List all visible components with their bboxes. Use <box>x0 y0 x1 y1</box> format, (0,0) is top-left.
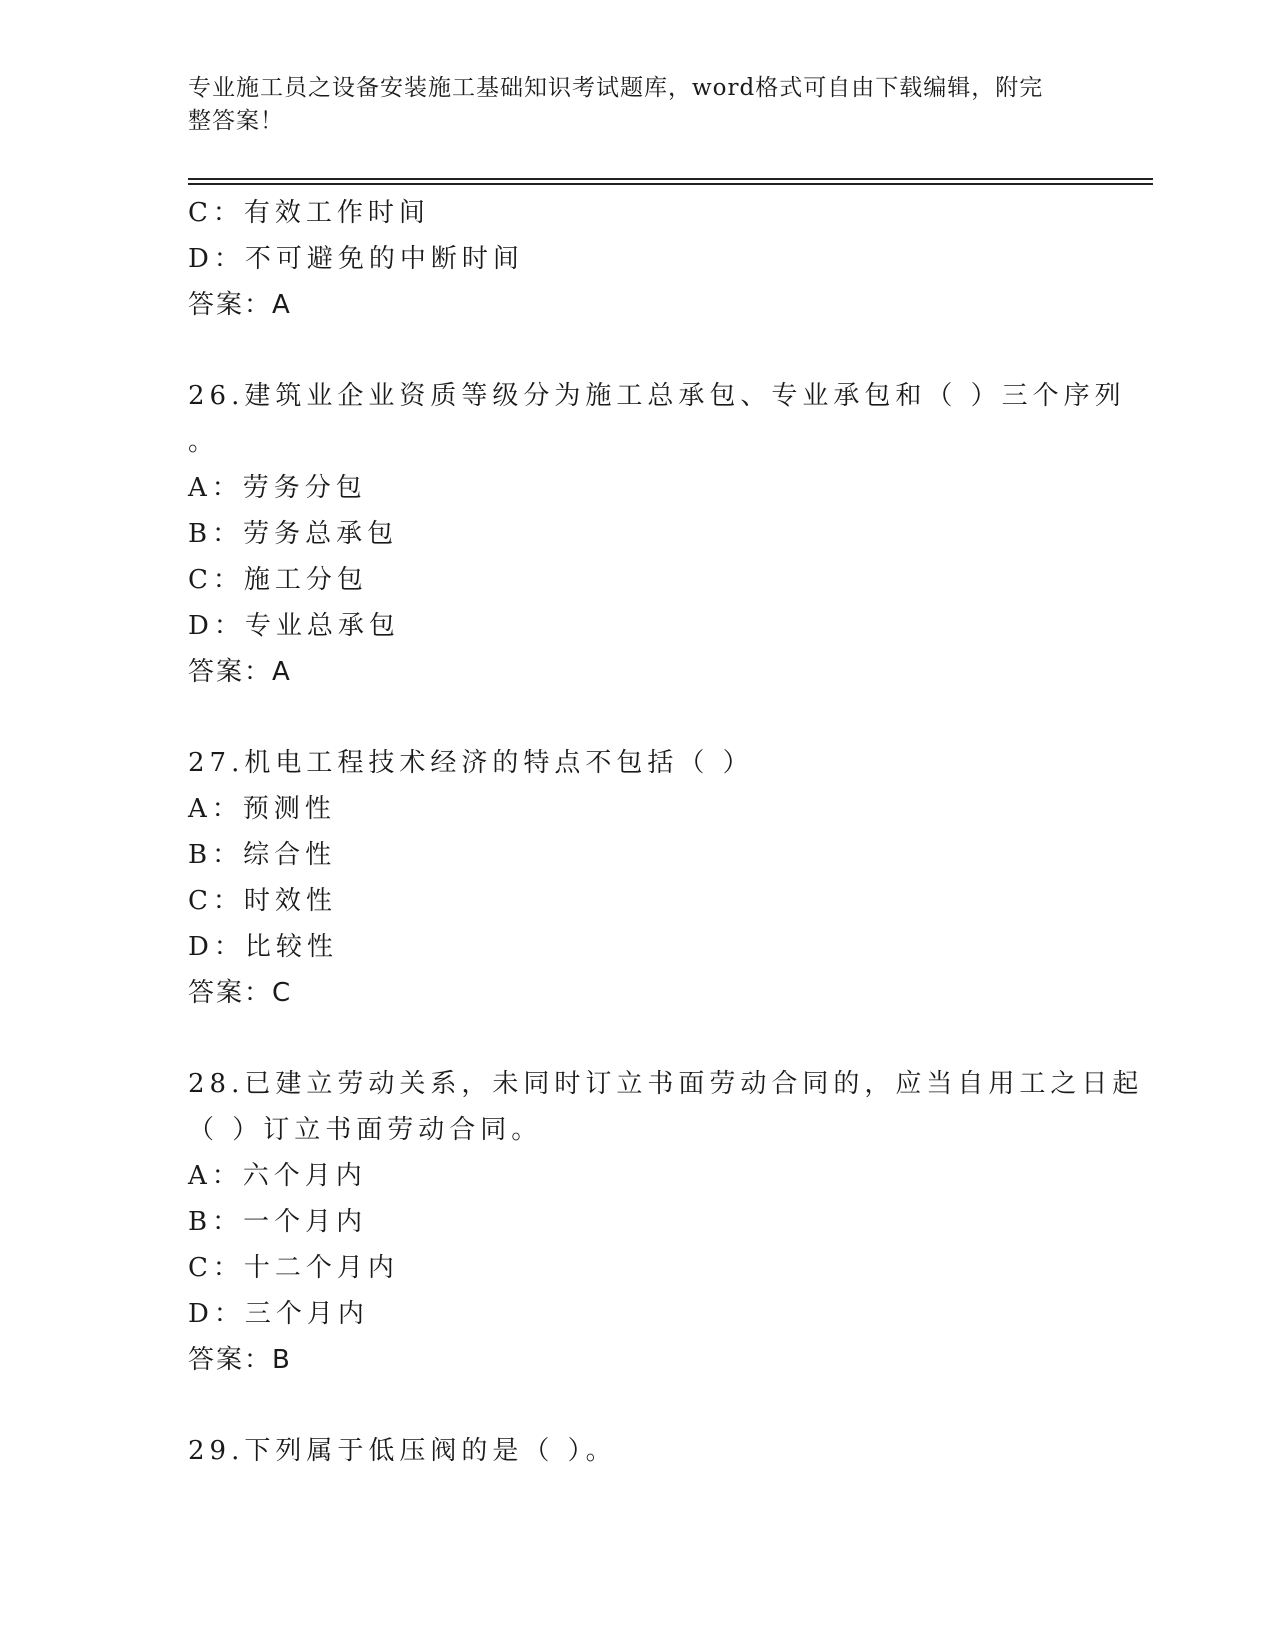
question-stem: 29.下列属于低压阀的是（ ）。 <box>188 1436 617 1466</box>
question-28 <box>188 1061 1144 1383</box>
question-stem: 26.建筑业企业资质等级分为施工总承包、专业承包和（ ）三个序列 <box>188 381 1126 411</box>
question-stem-continued: 。 <box>188 427 220 457</box>
header-divider-top <box>188 178 1153 180</box>
option-a: A：六个月内 <box>188 1161 367 1191</box>
option-a: A：劳务分包 <box>188 473 367 503</box>
question-26 <box>188 373 1126 695</box>
option-c: C：时效性 <box>188 886 337 916</box>
question-stem: 28.已建立劳动关系，未同时订立书面劳动合同的，应当自用工之日起 <box>188 1069 1144 1099</box>
answer: 答案：A <box>188 290 292 320</box>
answer: 答案：B <box>188 1345 292 1375</box>
question-stem: 27.机电工程技术经济的特点不包括（ ） <box>188 748 754 778</box>
option-a: A：预测性 <box>188 794 336 824</box>
option-d: D：三个月内 <box>188 1299 369 1329</box>
option-b: B：一个月内 <box>188 1207 368 1237</box>
answer: 答案：A <box>188 657 292 687</box>
option-d: D：专业总承包 <box>188 611 400 641</box>
option-c: C：十二个月内 <box>188 1253 399 1283</box>
option-c: C：施工分包 <box>188 565 368 595</box>
option-d: D：比较性 <box>188 932 338 962</box>
question-stem-continued: （ ）订立书面劳动合同。 <box>188 1115 543 1145</box>
option-d: D：不可避免的中断时间 <box>188 244 524 274</box>
previous-question-tail <box>188 190 1088 328</box>
question-content <box>188 190 1144 1474</box>
header-line-1: 专业施工员之设备安装施工基础知识考试题库，word格式可自由下载编辑，附完 <box>188 75 1044 101</box>
header-line-2: 整答案！ <box>188 108 284 134</box>
option-b: B：劳务总承包 <box>188 519 399 549</box>
option-b: B：综合性 <box>188 840 337 870</box>
document-header <box>188 72 1088 138</box>
question-27 <box>188 740 1088 1016</box>
question-29 <box>188 1428 1088 1474</box>
answer: 答案：C <box>188 978 293 1008</box>
option-c: C：有效工作时间 <box>188 198 430 228</box>
header-divider-bottom <box>188 183 1153 185</box>
